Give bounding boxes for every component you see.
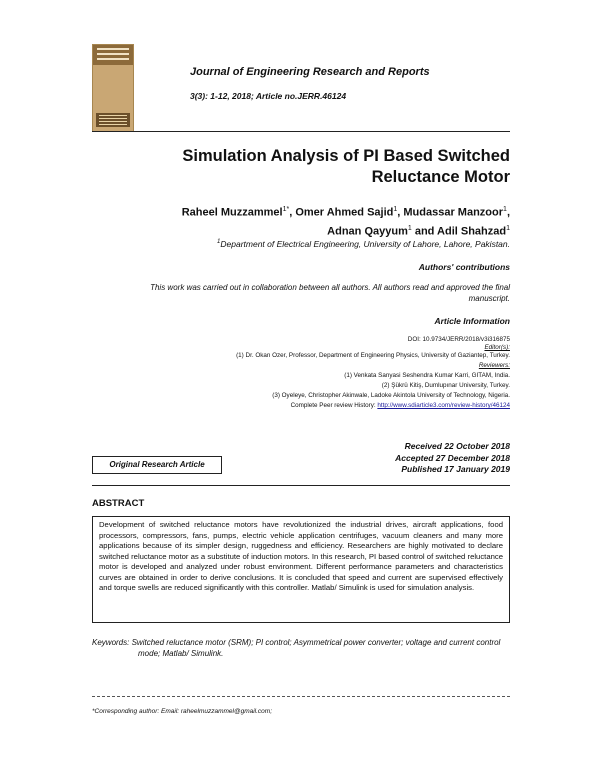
editors-label: Editor(s): (484, 344, 510, 351)
author-sup: 1* (282, 206, 290, 213)
author-sep: and (411, 225, 438, 238)
author-sup: 1 (393, 206, 398, 213)
author-sep: , (397, 206, 404, 219)
corresponding-author-footnote: *Corresponding author: Email: raheelmuzzammel@gmail.com; (92, 708, 273, 715)
review-history (92, 402, 510, 410)
author-list (92, 202, 510, 239)
contributions-line: manuscript. (468, 294, 510, 303)
affiliation-text: Department of Electrical Engineering, University of Lahore, Lahore, Pakistan. (220, 239, 510, 249)
reviewer-entry: (1) Venkata Sanyasi Seshendra Kumar Karri, GITAM, India. (344, 372, 510, 379)
author-sup: 1 (503, 206, 507, 213)
article-info-heading: Article Information (434, 316, 510, 326)
author-sup: 1 (506, 224, 510, 232)
author-line (92, 202, 510, 221)
title-line: Reluctance Motor (371, 168, 510, 186)
contributions-heading: Authors' contributions (418, 262, 510, 272)
author-name: Mudassar Manzoor (403, 206, 504, 219)
editor-entry: (1) Dr. Okan Ozer, Professor, Department of Engineering Physics, University of Gaziantep, Turkey. (236, 352, 510, 359)
title-line: Simulation Analysis of PI Based Switched (182, 147, 510, 165)
review-history-link[interactable]: http://www.sdiarticle3.com/review-history/46124 (377, 402, 510, 409)
contributions-text (92, 282, 510, 304)
author-sep: , (289, 206, 296, 219)
review-history-label: Complete Peer review History: (290, 402, 378, 409)
keywords-text: Switched reluctance motor (SRM); PI control; Asymmetrical power converter; voltage and current control mode; Matlab/ Simulink. (131, 638, 501, 658)
date-accepted: Accepted 27 December 2018 (395, 452, 510, 463)
abstract-heading: ABSTRACT (92, 498, 145, 509)
reviewer-entry: (3) Oyeleye, Christopher Akinwale, Ladoke Akintola University of Technology, Nigeria. (272, 392, 510, 399)
journal-cover-thumbnail (92, 44, 134, 132)
date-received: Received 22 October 2018 (404, 441, 510, 451)
author-name: Raheel Muzzammel (181, 206, 283, 219)
abstract-text: Development of switched reluctance motors have revolutionized the industrial drives, aircraft applications, food processors, compressors, fans, pumps, electric vehicle application centrifuges, vacuum cleaners and many more applications because of its simpler design, ruggedness and efficiency. Researchers are highly motivated to declare switched reluctance motor as a substitute of induction motors. In this research, PI based control of switched reluctance motor is developed and analyzed under robust environment. Different performance parameters and characteristics curves are obtained in order to derive conclusions. It is concluded that speed and current are supervised effectively and torque swells are reduced significantly with this controller. Matlab/ Simulink is used for simulation analysis. (99, 520, 503, 592)
affiliation (92, 239, 510, 249)
author-name: Adil Shahzad (437, 225, 507, 238)
section-rule (92, 485, 510, 486)
date-published: Published 17 January 2019 (401, 464, 510, 474)
header-rule (92, 131, 510, 132)
keywords (92, 637, 510, 659)
author-sep: , (506, 206, 510, 219)
contributions-line: This work was carried out in collaboration between all authors. All authors read and approved the final (150, 283, 510, 292)
author-name: Omer Ahmed Sajid (295, 206, 394, 219)
author-line (92, 221, 510, 240)
reviewer-entry: (2) Şükrü Kitiş, Dumlupınar University, Turkey. (381, 382, 510, 389)
article-type-badge: Original Research Article (92, 456, 222, 474)
footnote-rule (92, 696, 510, 697)
paper-title (92, 146, 510, 188)
author-sup: 1 (407, 224, 412, 232)
reviewers-label: Reviewers: (478, 362, 510, 369)
journal-issue: 3(3): 1-12, 2018; Article no.JERR.46124 (190, 91, 347, 101)
author-name: Adnan Qayyum (327, 225, 408, 238)
doi: DOI: 10.9734/JERR/2018/v3i316875 (407, 336, 510, 343)
affiliation-sup: 1 (217, 239, 221, 246)
abstract-box (92, 516, 510, 623)
journal-name: Journal of Engineering Research and Reports (190, 66, 430, 78)
keywords-label: Keywords: (92, 638, 130, 647)
